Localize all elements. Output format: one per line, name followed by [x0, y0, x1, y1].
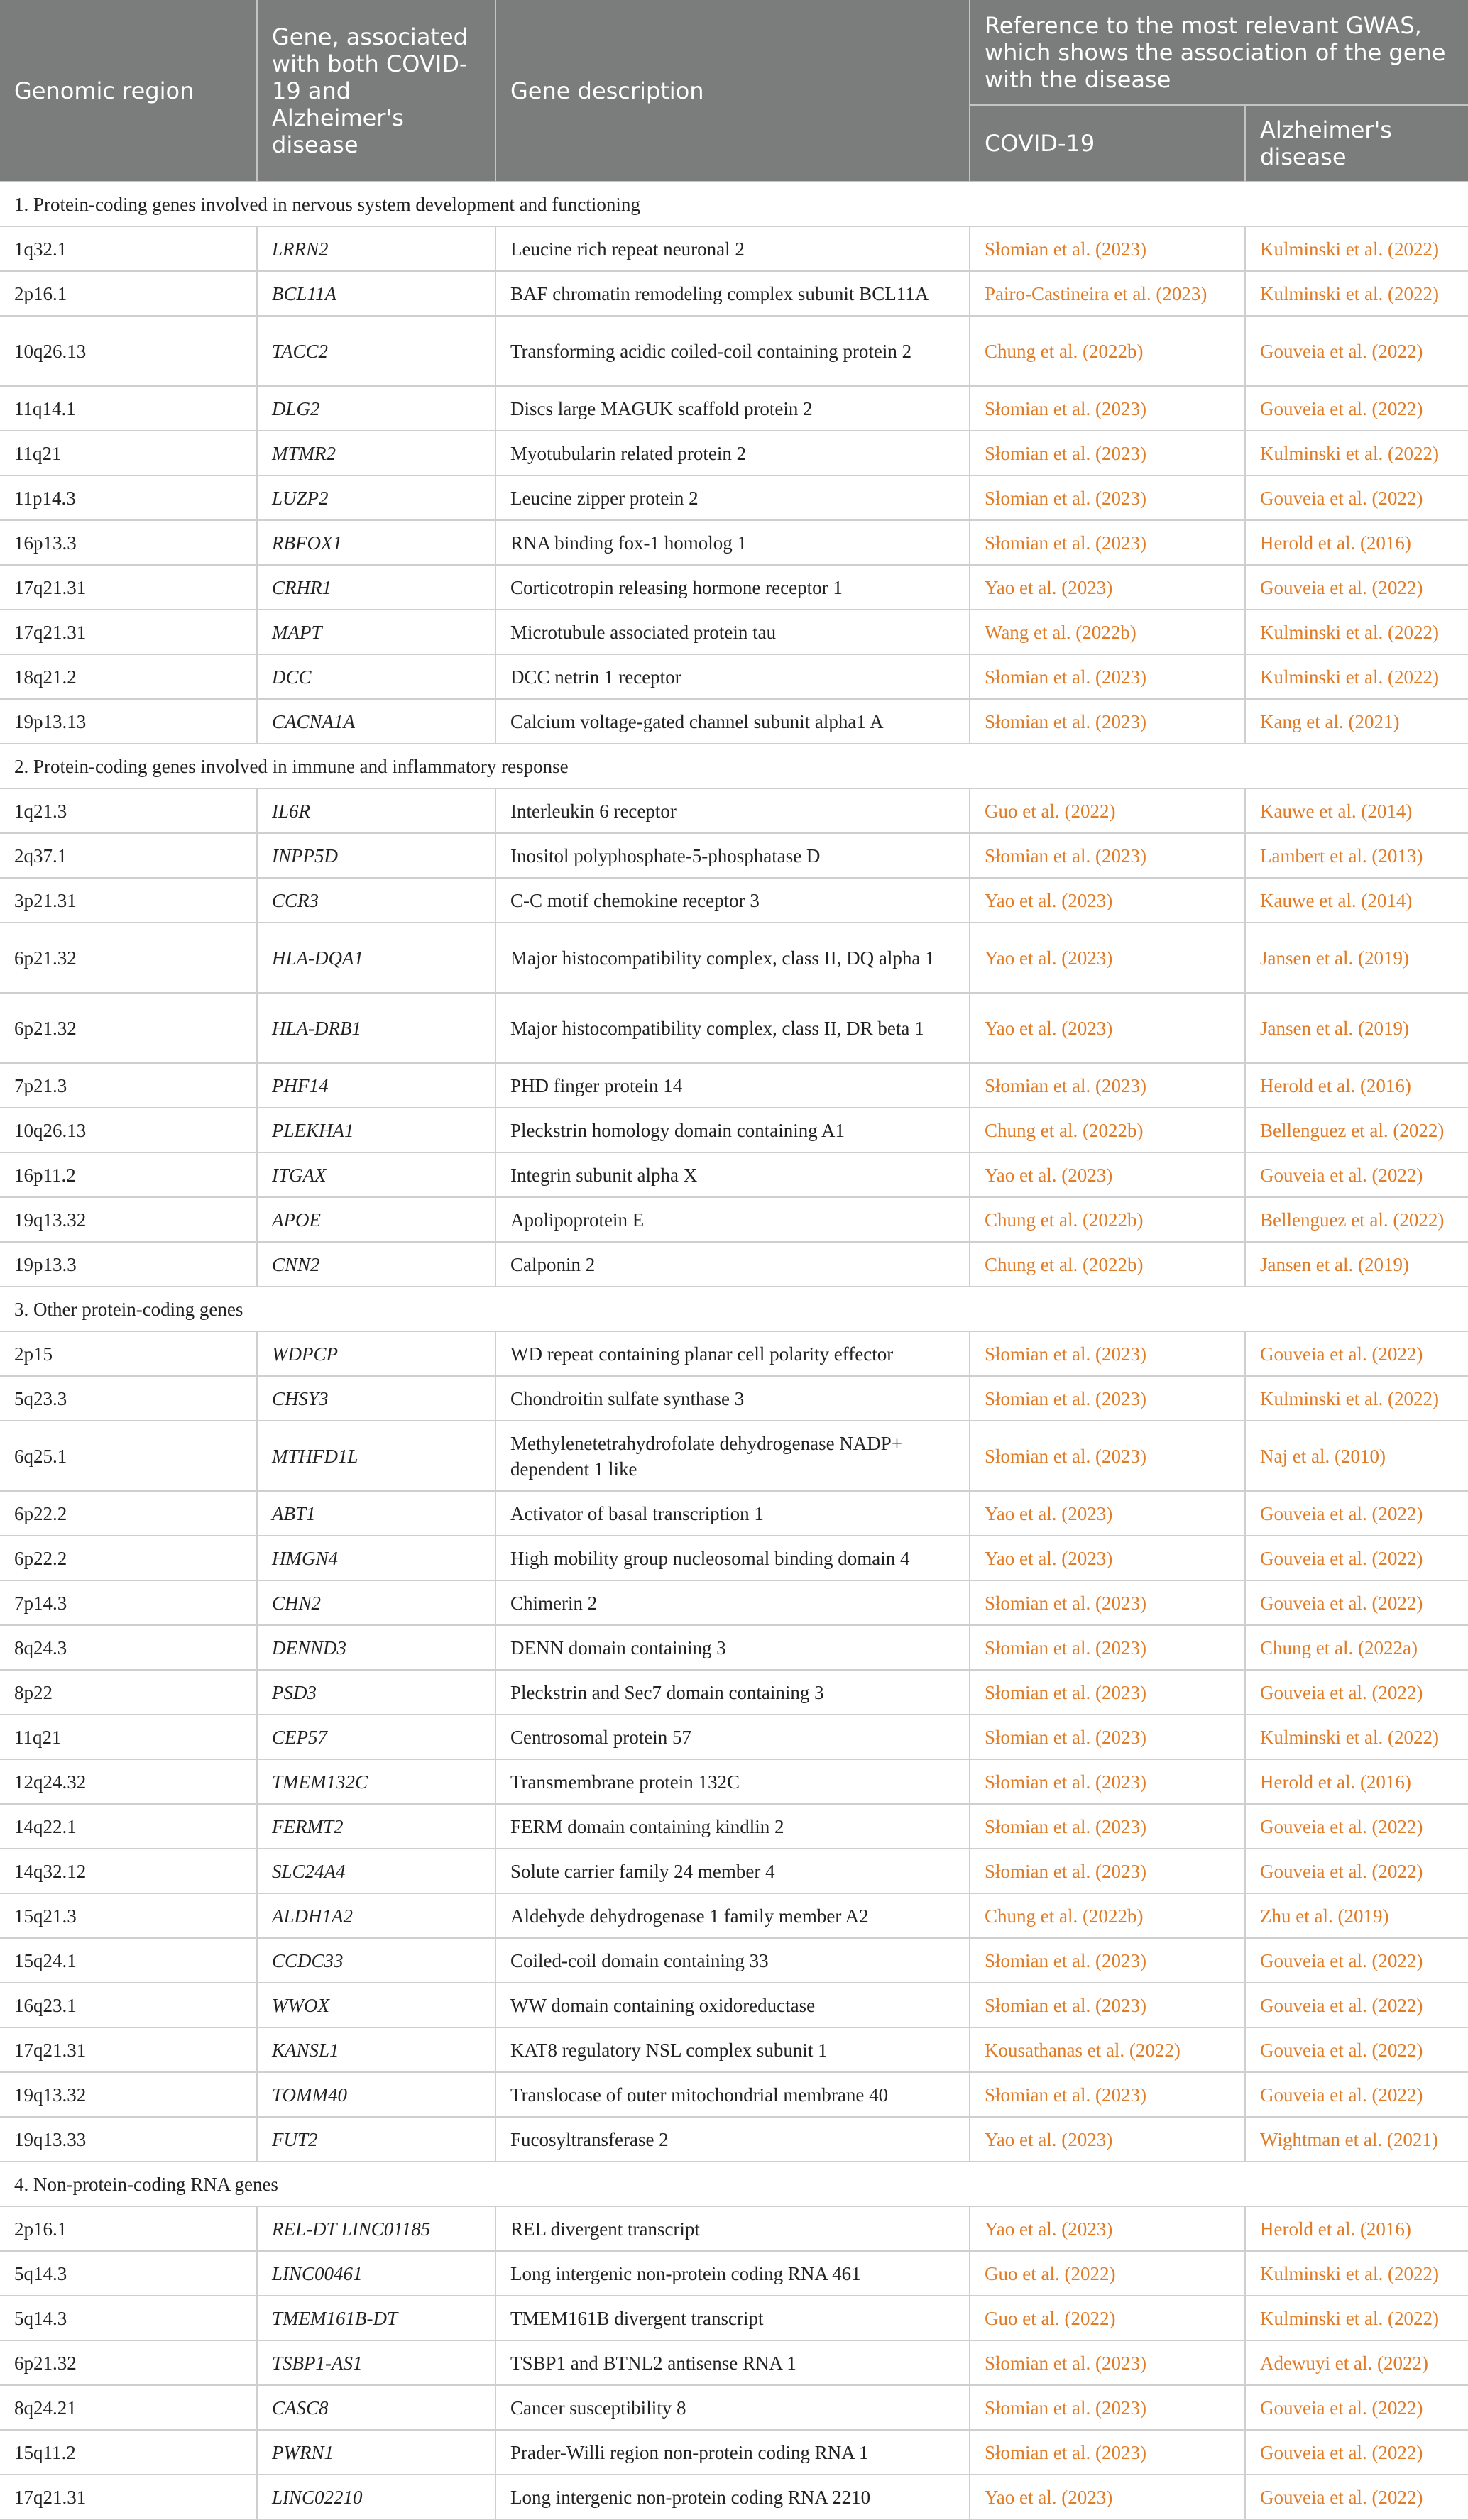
table-row — [0, 699, 1468, 744]
alzheimers-reference-link[interactable]: Gouveia et al. (2022) — [1245, 1849, 1468, 1893]
table-row — [0, 565, 1468, 610]
alzheimers-reference-link[interactable]: Kulminski et al. (2022) — [1245, 654, 1468, 699]
alzheimers-reference-link[interactable]: Gouveia et al. (2022) — [1245, 1536, 1468, 1580]
table-row — [0, 1715, 1468, 1759]
covid-reference-link[interactable]: Słomian et al. (2023) — [970, 2430, 1245, 2475]
covid-reference-link[interactable]: Słomian et al. (2023) — [970, 1625, 1245, 1670]
gene-symbol-cell: CRHR1 — [257, 565, 495, 610]
table-row — [0, 1421, 1468, 1491]
gene-symbol-cell: FUT2 — [257, 2117, 495, 2162]
gene-description-cell: Aldehyde dehydrogenase 1 family member A2 — [495, 1893, 970, 1938]
alzheimers-reference-link[interactable]: Kauwe et al. (2014) — [1245, 878, 1468, 923]
gene-description-cell: Translocase of outer mitochondrial membrane 40 — [495, 2072, 970, 2117]
table-row — [0, 1331, 1468, 1376]
alzheimers-reference-link[interactable]: Gouveia et al. (2022) — [1245, 1491, 1468, 1536]
covid-reference-link[interactable]: Słomian et al. (2023) — [970, 1376, 1245, 1421]
alzheimers-reference-link[interactable]: Kulminski et al. (2022) — [1245, 431, 1468, 475]
genomic-region-cell: 19q13.33 — [0, 2117, 257, 2162]
gene-description-cell: WW domain containing oxidoreductase — [495, 1983, 970, 2027]
alzheimers-reference-link[interactable]: Gouveia et al. (2022) — [1245, 1983, 1468, 2027]
covid-reference-link[interactable]: Guo et al. (2022) — [970, 788, 1245, 833]
covid-reference-link[interactable]: Słomian et al. (2023) — [970, 1983, 1245, 2027]
gene-symbol-cell: WWOX — [257, 1983, 495, 2027]
table-row — [0, 520, 1468, 565]
genomic-region-cell: 16p13.3 — [0, 520, 257, 565]
table-row — [0, 2027, 1468, 2072]
gene-symbol-cell: CHN2 — [257, 1580, 495, 1625]
gene-description-cell: Corticotropin releasing hormone receptor 1 — [495, 565, 970, 610]
genomic-region-cell: 2p16.1 — [0, 2206, 257, 2251]
gene-description-cell: TSBP1 and BTNL2 antisense RNA 1 — [495, 2340, 970, 2385]
covid-reference-link[interactable]: Yao et al. (2023) — [970, 2117, 1245, 2162]
genomic-region-cell: 1q32.1 — [0, 226, 257, 271]
gene-symbol-cell: PSD3 — [257, 1670, 495, 1715]
genomic-region-cell: 11q21 — [0, 1715, 257, 1759]
gene-symbol-cell: TACC2 — [257, 316, 495, 386]
gene-description-cell: TMEM161B divergent transcript — [495, 2296, 970, 2340]
covid-reference-link[interactable]: Słomian et al. (2023) — [970, 1580, 1245, 1625]
genomic-region-cell: 6p22.2 — [0, 1491, 257, 1536]
covid-reference-link[interactable]: Słomian et al. (2023) — [970, 833, 1245, 878]
gene-description-cell: Long intergenic non-protein coding RNA 2210 — [495, 2475, 970, 2519]
covid-reference-link[interactable]: Słomian et al. (2023) — [970, 699, 1245, 744]
genomic-region-cell: 8q24.3 — [0, 1625, 257, 1670]
alzheimers-reference-link[interactable]: Naj et al. (2010) — [1245, 1421, 1468, 1491]
table-row — [0, 1242, 1468, 1287]
genomic-region-cell: 5q14.3 — [0, 2251, 257, 2296]
gene-description-cell: Long intergenic non-protein coding RNA 461 — [495, 2251, 970, 2296]
table-row — [0, 271, 1468, 316]
gene-symbol-cell: DENND3 — [257, 1625, 495, 1670]
gene-description-cell: Chondroitin sulfate synthase 3 — [495, 1376, 970, 1421]
covid-reference-link[interactable]: Chung et al. (2022b) — [970, 1242, 1245, 1287]
gene-description-cell: Centrosomal protein 57 — [495, 1715, 970, 1759]
covid-reference-link[interactable]: Pairo-Castineira et al. (2023) — [970, 271, 1245, 316]
gene-symbol-cell: REL-DT LINC01185 — [257, 2206, 495, 2251]
covid-reference-link[interactable]: Chung et al. (2022b) — [970, 1893, 1245, 1938]
genomic-region-cell: 17q21.31 — [0, 2027, 257, 2072]
gene-description-cell: Solute carrier family 24 member 4 — [495, 1849, 970, 1893]
gene-description-cell: Cancer susceptibility 8 — [495, 2385, 970, 2430]
genomic-region-cell: 2p15 — [0, 1331, 257, 1376]
alzheimers-reference-link[interactable]: Lambert et al. (2013) — [1245, 833, 1468, 878]
section-title: 2. Protein-coding genes involved in immune and inflammatory response — [0, 744, 1468, 788]
genomic-region-cell: 5q14.3 — [0, 2296, 257, 2340]
covid-reference-link[interactable]: Kousathanas et al. (2022) — [970, 2027, 1245, 2072]
gene-symbol-cell: PLEKHA1 — [257, 1108, 495, 1152]
covid-reference-link[interactable]: Słomian et al. (2023) — [970, 654, 1245, 699]
alzheimers-reference-link[interactable]: Wightman et al. (2021) — [1245, 2117, 1468, 2162]
genomic-region-cell: 18q21.2 — [0, 654, 257, 699]
alzheimers-reference-link[interactable]: Gouveia et al. (2022) — [1245, 316, 1468, 386]
section-header-row — [0, 1287, 1468, 1331]
table-body — [0, 182, 1468, 2519]
gene-description-cell: High mobility group nucleosomal binding domain 4 — [495, 1536, 970, 1580]
genomic-region-cell: 19p13.13 — [0, 699, 257, 744]
table-row — [0, 833, 1468, 878]
gene-symbol-cell: MTMR2 — [257, 431, 495, 475]
header-gene-description: Gene description — [495, 0, 970, 182]
alzheimers-reference-link[interactable]: Gouveia et al. (2022) — [1245, 2475, 1468, 2519]
covid-reference-link[interactable]: Słomian et al. (2023) — [970, 1063, 1245, 1108]
gene-description-cell: FERM domain containing kindlin 2 — [495, 1804, 970, 1849]
table-row — [0, 316, 1468, 386]
genomic-region-cell: 7p21.3 — [0, 1063, 257, 1108]
gene-description-cell: Pleckstrin and Sec7 domain containing 3 — [495, 1670, 970, 1715]
genomic-region-cell: 6p21.32 — [0, 923, 257, 993]
alzheimers-reference-link[interactable]: Bellenguez et al. (2022) — [1245, 1108, 1468, 1152]
covid-reference-link[interactable]: Słomian et al. (2023) — [970, 431, 1245, 475]
genomic-region-cell: 6p21.32 — [0, 2340, 257, 2385]
genomic-region-cell: 10q26.13 — [0, 1108, 257, 1152]
genomic-region-cell: 1q21.3 — [0, 788, 257, 833]
alzheimers-reference-link[interactable]: Herold et al. (2016) — [1245, 520, 1468, 565]
header-reference: Reference to the most relevant GWAS, which shows the association of the gene with the disease — [970, 0, 1468, 105]
gene-symbol-cell: HMGN4 — [257, 1536, 495, 1580]
genomic-region-cell: 19p13.3 — [0, 1242, 257, 1287]
gene-symbol-cell: TMEM132C — [257, 1759, 495, 1804]
gene-description-cell: Interleukin 6 receptor — [495, 788, 970, 833]
genomic-region-cell: 14q32.12 — [0, 1849, 257, 1893]
gene-description-cell: Activator of basal transcription 1 — [495, 1491, 970, 1536]
alzheimers-reference-link[interactable]: Gouveia et al. (2022) — [1245, 386, 1468, 431]
alzheimers-reference-link[interactable]: Zhu et al. (2019) — [1245, 1893, 1468, 1938]
covid-reference-link[interactable]: Yao et al. (2023) — [970, 1536, 1245, 1580]
alzheimers-reference-link[interactable]: Kulminski et al. (2022) — [1245, 1715, 1468, 1759]
gene-symbol-cell: APOE — [257, 1197, 495, 1242]
alzheimers-reference-link[interactable]: Gouveia et al. (2022) — [1245, 1670, 1468, 1715]
covid-reference-link[interactable]: Słomian et al. (2023) — [970, 520, 1245, 565]
gene-symbol-cell: ABT1 — [257, 1491, 495, 1536]
alzheimers-reference-link[interactable]: Kulminski et al. (2022) — [1245, 271, 1468, 316]
gene-description-cell: Prader-Willi region non-protein coding RNA 1 — [495, 2430, 970, 2475]
covid-reference-link[interactable]: Yao et al. (2023) — [970, 993, 1245, 1063]
section-title: 1. Protein-coding genes involved in nervous system development and functioning — [0, 182, 1468, 226]
gene-symbol-cell: CHSY3 — [257, 1376, 495, 1421]
genomic-region-cell: 19q13.32 — [0, 2072, 257, 2117]
covid-reference-link[interactable]: Chung et al. (2022b) — [970, 1197, 1245, 1242]
gene-symbol-cell: DCC — [257, 654, 495, 699]
table-row — [0, 2340, 1468, 2385]
alzheimers-reference-link[interactable]: Chung et al. (2022a) — [1245, 1625, 1468, 1670]
gene-description-cell: REL divergent transcript — [495, 2206, 970, 2251]
table-row — [0, 993, 1468, 1063]
gene-description-cell: DENN domain containing 3 — [495, 1625, 970, 1670]
gene-symbol-cell: LUZP2 — [257, 475, 495, 520]
gene-symbol-cell: FERMT2 — [257, 1804, 495, 1849]
section-header-row — [0, 182, 1468, 226]
table-row — [0, 1893, 1468, 1938]
gene-description-cell: BAF chromatin remodeling complex subunit BCL11A — [495, 271, 970, 316]
gene-symbol-cell: CEP57 — [257, 1715, 495, 1759]
gene-symbol-cell: CNN2 — [257, 1242, 495, 1287]
covid-reference-link[interactable]: Guo et al. (2022) — [970, 2296, 1245, 2340]
gene-symbol-cell: INPP5D — [257, 833, 495, 878]
covid-reference-link[interactable]: Słomian et al. (2023) — [970, 1331, 1245, 1376]
gene-symbol-cell: CACNA1A — [257, 699, 495, 744]
table-row — [0, 1804, 1468, 1849]
gene-description-cell: Microtubule associated protein tau — [495, 610, 970, 654]
gene-symbol-cell: LINC00461 — [257, 2251, 495, 2296]
gene-symbol-cell: RBFOX1 — [257, 520, 495, 565]
genomic-region-cell: 17q21.31 — [0, 610, 257, 654]
genomic-region-cell: 2p16.1 — [0, 271, 257, 316]
alzheimers-reference-link[interactable]: Kulminski et al. (2022) — [1245, 1376, 1468, 1421]
gene-description-cell: Apolipoprotein E — [495, 1197, 970, 1242]
section-title: 3. Other protein-coding genes — [0, 1287, 1468, 1331]
alzheimers-reference-link[interactable]: Herold et al. (2016) — [1245, 1063, 1468, 1108]
table-row — [0, 1670, 1468, 1715]
gene-symbol-cell: TMEM161B-DT — [257, 2296, 495, 2340]
alzheimers-reference-link[interactable]: Jansen et al. (2019) — [1245, 1242, 1468, 1287]
gene-symbol-cell: CCDC33 — [257, 1938, 495, 1983]
alzheimers-reference-link[interactable]: Kang et al. (2021) — [1245, 699, 1468, 744]
gene-symbol-cell: MAPT — [257, 610, 495, 654]
alzheimers-reference-link[interactable]: Gouveia et al. (2022) — [1245, 1938, 1468, 1983]
gene-symbol-cell: CASC8 — [257, 2385, 495, 2430]
covid-reference-link[interactable]: Yao et al. (2023) — [970, 1152, 1245, 1197]
gene-description-cell: Leucine zipper protein 2 — [495, 475, 970, 520]
genomic-region-cell: 17q21.31 — [0, 565, 257, 610]
genomic-region-cell: 15q24.1 — [0, 1938, 257, 1983]
gene-symbol-cell: PWRN1 — [257, 2430, 495, 2475]
covid-reference-link[interactable]: Słomian et al. (2023) — [970, 226, 1245, 271]
genomic-region-cell: 14q22.1 — [0, 1804, 257, 1849]
table-row — [0, 2072, 1468, 2117]
covid-reference-link[interactable]: Słomian et al. (2023) — [970, 1759, 1245, 1804]
covid-reference-link[interactable]: Słomian et al. (2023) — [970, 1421, 1245, 1491]
covid-reference-link[interactable]: Słomian et al. (2023) — [970, 475, 1245, 520]
table-row — [0, 1152, 1468, 1197]
covid-reference-link[interactable]: Słomian et al. (2023) — [970, 2340, 1245, 2385]
alzheimers-reference-link[interactable]: Kulminski et al. (2022) — [1245, 2296, 1468, 2340]
table-row — [0, 1108, 1468, 1152]
genomic-region-cell: 7p14.3 — [0, 1580, 257, 1625]
section-title: 4. Non-protein-coding RNA genes — [0, 2162, 1468, 2206]
alzheimers-reference-link[interactable]: Gouveia et al. (2022) — [1245, 1152, 1468, 1197]
alzheimers-reference-link[interactable]: Jansen et al. (2019) — [1245, 923, 1468, 993]
gene-description-cell: Integrin subunit alpha X — [495, 1152, 970, 1197]
header-genomic-region: Genomic region — [0, 0, 257, 182]
alzheimers-reference-link[interactable]: Adewuyi et al. (2022) — [1245, 2340, 1468, 2385]
genomic-region-cell: 17q21.31 — [0, 2475, 257, 2519]
section-header-row — [0, 2162, 1468, 2206]
gene-description-cell: Inositol polyphosphate-5-phosphatase D — [495, 833, 970, 878]
gene-description-cell: Methylenetetrahydrofolate dehydrogenase NADP+ dependent 1 like — [495, 1421, 970, 1491]
table-row — [0, 2296, 1468, 2340]
alzheimers-reference-link[interactable]: Herold et al. (2016) — [1245, 2206, 1468, 2251]
covid-reference-link[interactable]: Guo et al. (2022) — [970, 2251, 1245, 2296]
alzheimers-reference-link[interactable]: Bellenguez et al. (2022) — [1245, 1197, 1468, 1242]
table-row — [0, 1983, 1468, 2027]
genomic-region-cell: 3p21.31 — [0, 878, 257, 923]
gene-symbol-cell: ITGAX — [257, 1152, 495, 1197]
gene-symbol-cell: TOMM40 — [257, 2072, 495, 2117]
alzheimers-reference-link[interactable]: Kauwe et al. (2014) — [1245, 788, 1468, 833]
covid-reference-link[interactable]: Chung et al. (2022b) — [970, 1108, 1245, 1152]
genomic-region-cell: 12q24.32 — [0, 1759, 257, 1804]
table-row — [0, 1938, 1468, 1983]
gene-symbol-cell: DLG2 — [257, 386, 495, 431]
covid-reference-link[interactable]: Słomian et al. (2023) — [970, 1715, 1245, 1759]
table-row — [0, 610, 1468, 654]
gene-symbol-cell: HLA-DQA1 — [257, 923, 495, 993]
genomic-region-cell: 6p22.2 — [0, 1536, 257, 1580]
alzheimers-reference-link[interactable]: Gouveia et al. (2022) — [1245, 2430, 1468, 2475]
covid-reference-link[interactable]: Wang et al. (2022b) — [970, 610, 1245, 654]
table-row — [0, 226, 1468, 271]
genomic-region-cell: 16q23.1 — [0, 1983, 257, 2027]
table-row — [0, 1376, 1468, 1421]
covid-reference-link[interactable]: Yao et al. (2023) — [970, 923, 1245, 993]
gene-description-cell: Chimerin 2 — [495, 1580, 970, 1625]
alzheimers-reference-link[interactable]: Gouveia et al. (2022) — [1245, 2027, 1468, 2072]
alzheimers-reference-link[interactable]: Gouveia et al. (2022) — [1245, 1580, 1468, 1625]
gene-symbol-cell: SLC24A4 — [257, 1849, 495, 1893]
table-row — [0, 1580, 1468, 1625]
table-row — [0, 1197, 1468, 1242]
gene-symbol-cell: LINC02210 — [257, 2475, 495, 2519]
genomic-region-cell: 5q23.3 — [0, 1376, 257, 1421]
covid-reference-link[interactable]: Yao et al. (2023) — [970, 878, 1245, 923]
genomic-region-cell: 8p22 — [0, 1670, 257, 1715]
covid-reference-link[interactable]: Słomian et al. (2023) — [970, 1849, 1245, 1893]
genomic-region-cell: 6q25.1 — [0, 1421, 257, 1491]
covid-reference-link[interactable]: Yao et al. (2023) — [970, 2475, 1245, 2519]
table-row — [0, 475, 1468, 520]
table-row — [0, 923, 1468, 993]
gene-description-cell: DCC netrin 1 receptor — [495, 654, 970, 699]
genomic-region-cell: 15q11.2 — [0, 2430, 257, 2475]
gene-symbol-cell: CCR3 — [257, 878, 495, 923]
alzheimers-reference-link[interactable]: Jansen et al. (2019) — [1245, 993, 1468, 1063]
gene-symbol-cell: HLA-DRB1 — [257, 993, 495, 1063]
table-row — [0, 2117, 1468, 2162]
alzheimers-reference-link[interactable]: Kulminski et al. (2022) — [1245, 226, 1468, 271]
alzheimers-reference-link[interactable]: Gouveia et al. (2022) — [1245, 475, 1468, 520]
gene-symbol-cell: PHF14 — [257, 1063, 495, 1108]
gene-description-cell: Coiled-coil domain containing 33 — [495, 1938, 970, 1983]
table-row — [0, 431, 1468, 475]
table-row — [0, 2251, 1468, 2296]
gene-description-cell: Major histocompatibility complex, class II, DQ alpha 1 — [495, 923, 970, 993]
alzheimers-reference-link[interactable]: Gouveia et al. (2022) — [1245, 1804, 1468, 1849]
genomic-region-cell: 8q24.21 — [0, 2385, 257, 2430]
covid-reference-link[interactable]: Yao et al. (2023) — [970, 1491, 1245, 1536]
genomic-region-cell: 15q21.3 — [0, 1893, 257, 1938]
gene-description-cell: Myotubularin related protein 2 — [495, 431, 970, 475]
alzheimers-reference-link[interactable]: Herold et al. (2016) — [1245, 1759, 1468, 1804]
covid-reference-link[interactable]: Słomian et al. (2023) — [970, 1804, 1245, 1849]
gene-description-cell: KAT8 regulatory NSL complex subunit 1 — [495, 2027, 970, 2072]
table-row — [0, 2206, 1468, 2251]
covid-reference-link[interactable]: Słomian et al. (2023) — [970, 1670, 1245, 1715]
gene-symbol-cell: BCL11A — [257, 271, 495, 316]
covid-reference-link[interactable]: Słomian et al. (2023) — [970, 1938, 1245, 1983]
covid-reference-link[interactable]: Słomian et al. (2023) — [970, 2385, 1245, 2430]
table-row — [0, 878, 1468, 923]
table-row — [0, 1063, 1468, 1108]
gene-description-cell: Pleckstrin homology domain containing A1 — [495, 1108, 970, 1152]
gene-description-cell: Transforming acidic coiled-coil containing protein 2 — [495, 316, 970, 386]
gene-symbol-cell: MTHFD1L — [257, 1421, 495, 1491]
gene-description-cell: PHD finger protein 14 — [495, 1063, 970, 1108]
gene-description-cell: Fucosyltransferase 2 — [495, 2117, 970, 2162]
header-gene: Gene, associated with both COVID-19 and Alzheimer's disease — [257, 0, 495, 182]
gene-description-cell: Discs large MAGUK scaffold protein 2 — [495, 386, 970, 431]
gene-description-cell: Major histocompatibility complex, class II, DR beta 1 — [495, 993, 970, 1063]
section-header-row — [0, 744, 1468, 788]
gene-description-cell: RNA binding fox-1 homolog 1 — [495, 520, 970, 565]
table-row — [0, 788, 1468, 833]
table-row — [0, 1849, 1468, 1893]
gene-symbol-cell: LRRN2 — [257, 226, 495, 271]
genomic-region-cell: 19q13.32 — [0, 1197, 257, 1242]
gene-description-cell: Leucine rich repeat neuronal 2 — [495, 226, 970, 271]
table-row — [0, 1491, 1468, 1536]
alzheimers-reference-link[interactable]: Gouveia et al. (2022) — [1245, 1331, 1468, 1376]
genomic-region-cell: 11p14.3 — [0, 475, 257, 520]
alzheimers-reference-link[interactable]: Kulminski et al. (2022) — [1245, 2251, 1468, 2296]
table-row — [0, 2385, 1468, 2430]
table-header — [0, 0, 1468, 182]
alzheimers-reference-link[interactable]: Gouveia et al. (2022) — [1245, 2385, 1468, 2430]
gene-description-cell: Transmembrane protein 132C — [495, 1759, 970, 1804]
genomic-region-cell: 16p11.2 — [0, 1152, 257, 1197]
gene-description-cell: Calcium voltage-gated channel subunit alpha1 A — [495, 699, 970, 744]
gene-description-cell: WD repeat containing planar cell polarity effector — [495, 1331, 970, 1376]
table-row — [0, 2430, 1468, 2475]
table-row — [0, 2475, 1468, 2519]
genomic-region-cell: 6p21.32 — [0, 993, 257, 1063]
table-row — [0, 654, 1468, 699]
table-row — [0, 386, 1468, 431]
covid-reference-link[interactable]: Yao et al. (2023) — [970, 565, 1245, 610]
gene-symbol-cell: IL6R — [257, 788, 495, 833]
genomic-region-cell: 10q26.13 — [0, 316, 257, 386]
gene-symbol-cell: TSBP1-AS1 — [257, 2340, 495, 2385]
table-row — [0, 1759, 1468, 1804]
gene-symbol-cell: ALDH1A2 — [257, 1893, 495, 1938]
covid-reference-link[interactable]: Yao et al. (2023) — [970, 2206, 1245, 2251]
header-alzheimers: Alzheimer's disease — [1245, 105, 1468, 182]
genomic-region-cell: 11q14.1 — [0, 386, 257, 431]
covid-reference-link[interactable]: Chung et al. (2022b) — [970, 316, 1245, 386]
gene-symbol-cell: KANSL1 — [257, 2027, 495, 2072]
genomic-region-cell: 2q37.1 — [0, 833, 257, 878]
covid-reference-link[interactable]: Słomian et al. (2023) — [970, 386, 1245, 431]
alzheimers-reference-link[interactable]: Gouveia et al. (2022) — [1245, 565, 1468, 610]
table-row — [0, 1625, 1468, 1670]
gene-description-cell: C-C motif chemokine receptor 3 — [495, 878, 970, 923]
alzheimers-reference-link[interactable]: Gouveia et al. (2022) — [1245, 2072, 1468, 2117]
gene-symbol-cell: WDPCP — [257, 1331, 495, 1376]
header-covid-19: COVID-19 — [970, 105, 1245, 182]
table-row — [0, 1536, 1468, 1580]
genomic-region-cell: 11q21 — [0, 431, 257, 475]
covid-reference-link[interactable]: Słomian et al. (2023) — [970, 2072, 1245, 2117]
gene-description-cell: Calponin 2 — [495, 1242, 970, 1287]
alzheimers-reference-link[interactable]: Kulminski et al. (2022) — [1245, 610, 1468, 654]
